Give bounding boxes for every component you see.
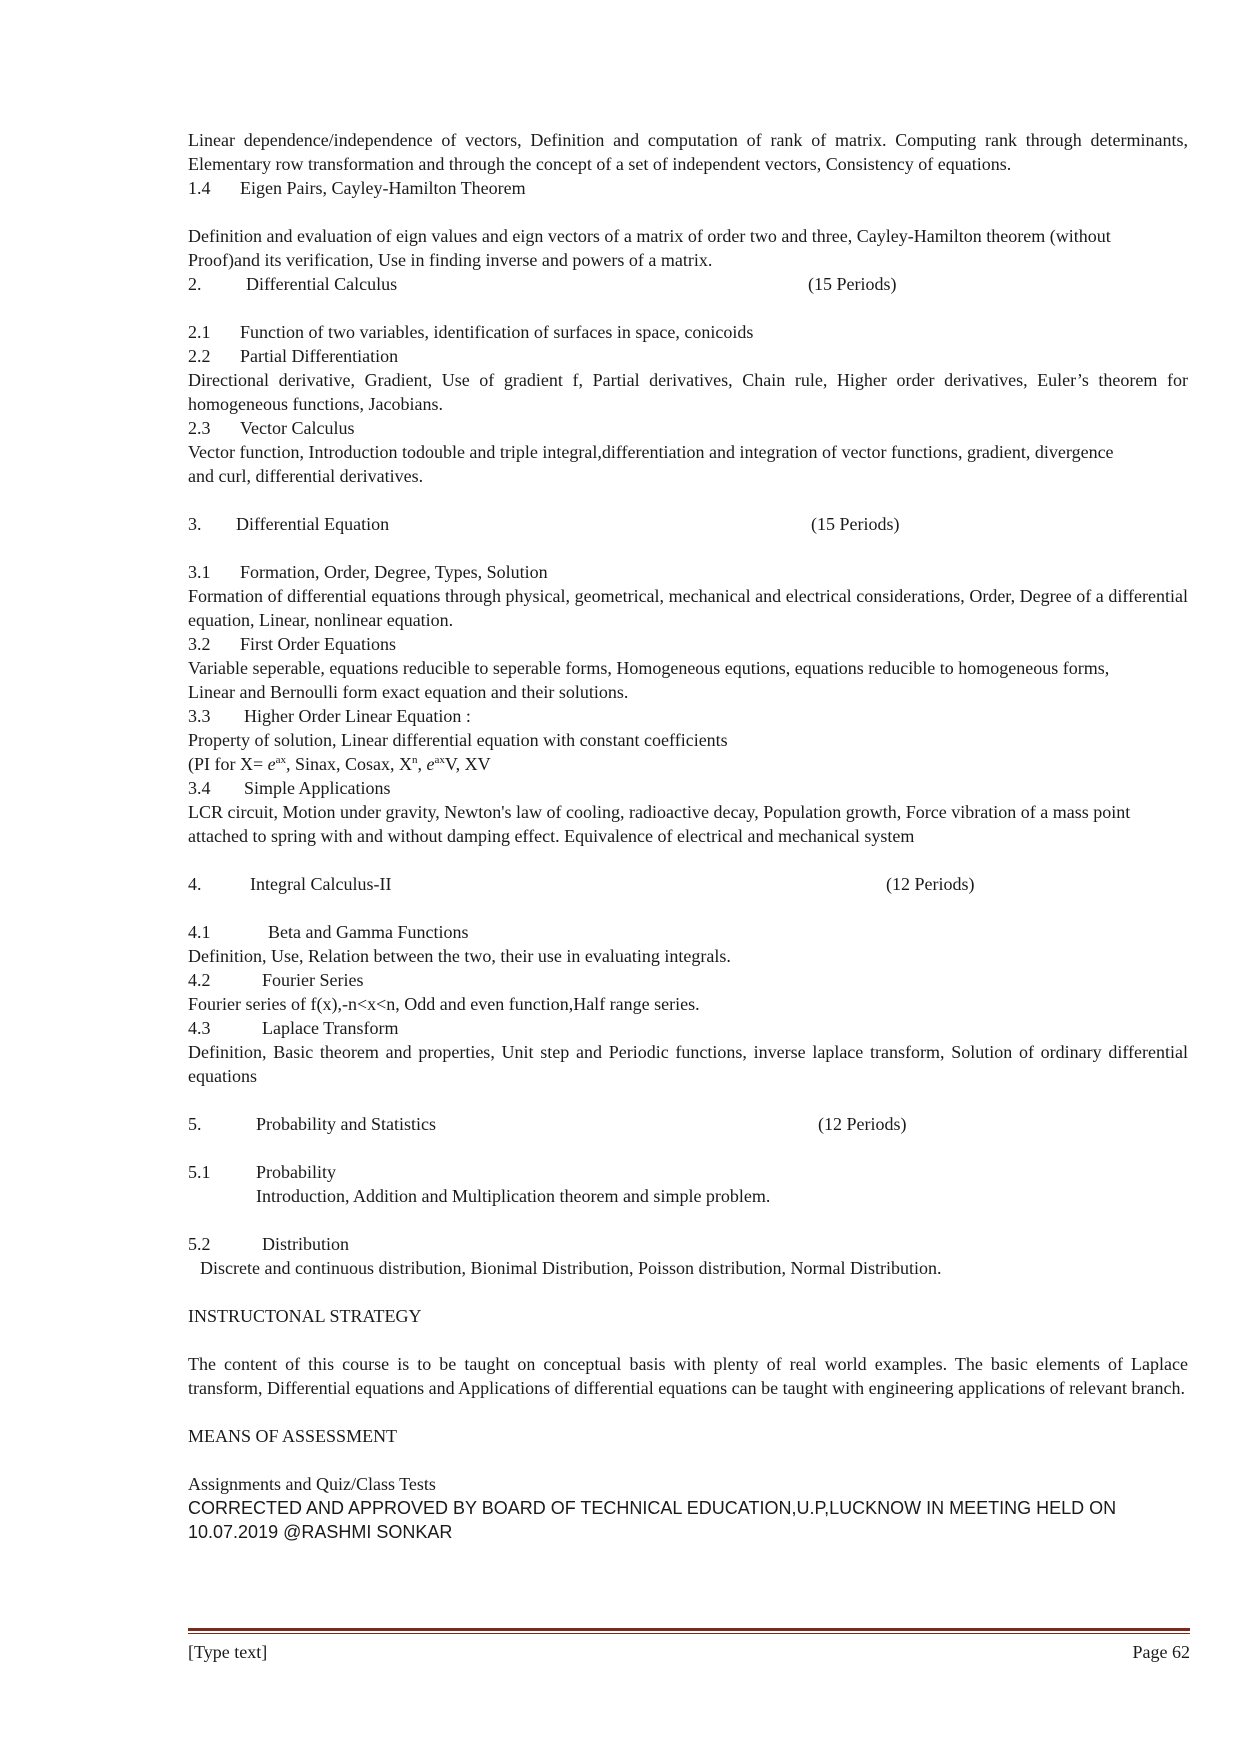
page-number: Page 62 xyxy=(1132,1642,1190,1662)
subsection-number: 2.2 xyxy=(188,346,211,366)
subsection-title: Eigen Pairs, Cayley-Hamilton Theorem xyxy=(240,178,526,198)
particular-integral-line xyxy=(188,752,1188,776)
subsection-2-2-text: Directional derivative, Gradient, Use of gradient f, Partial derivatives, Chain rule, Higher order derivatives, Euler’s theorem for homogeneous functions, Jacobians. xyxy=(188,370,1188,414)
subsection-1-4-heading xyxy=(188,176,1188,200)
subsection-3-4-text: LCR circuit, Motion under gravity, Newton's law of cooling, radioactive decay, Population growth, Force vibration of a mass point attached to spring with and without damping effect. Equivalence of electrical and mechanical system xyxy=(188,802,1131,846)
subsection-number: 4.1 xyxy=(188,922,211,942)
pi-separator: , xyxy=(417,754,427,774)
subsection-number: 3.1 xyxy=(188,562,211,582)
pi-exponent: ax xyxy=(275,754,287,766)
subsection-3-3-heading xyxy=(188,704,1188,728)
subsection-4-2-heading xyxy=(188,968,1188,992)
section-3-heading xyxy=(188,512,1188,536)
subsection-title: Fourier Series xyxy=(262,970,364,990)
subsection-2-2-heading xyxy=(188,344,1188,368)
subsection-number: 2.3 xyxy=(188,418,211,438)
subsection-title: Simple Applications xyxy=(244,778,391,798)
subsection-number: 1.4 xyxy=(188,178,211,198)
assessment-text: Assignments and Quiz/Class Tests xyxy=(188,1474,436,1494)
section-title: Differential Calculus xyxy=(246,274,398,294)
section-periods: (12 Periods) xyxy=(818,1114,907,1134)
pi-exponential-base-2: e xyxy=(426,754,435,774)
section-periods: (12 Periods) xyxy=(886,874,975,894)
subsection-5-1-text: Introduction, Addition and Multiplication theorem and simple problem. xyxy=(256,1186,771,1206)
subsection-4-1-heading xyxy=(188,920,1188,944)
subsection-3-2-heading xyxy=(188,632,1188,656)
subsection-5-2-text: Discrete and continuous distribution, Bionimal Distribution, Poisson distribution, Normal Distribution. xyxy=(200,1258,942,1278)
section-4-heading xyxy=(188,872,1188,896)
subsection-3-1-heading xyxy=(188,560,1188,584)
footer-rule-thin xyxy=(188,1633,1190,1634)
subsection-title: Beta and Gamma Functions xyxy=(268,922,469,942)
section-2-heading xyxy=(188,272,1188,296)
subsection-title: Function of two variables, identification of surfaces in space, conicoids xyxy=(240,322,754,342)
subsection-number: 5.2 xyxy=(188,1234,211,1254)
pi-suffix: V, XV xyxy=(444,754,491,774)
subsection-title: First Order Equations xyxy=(240,634,396,654)
section-title: Integral Calculus-II xyxy=(250,874,392,894)
subsection-number: 2.1 xyxy=(188,322,211,342)
subsection-5-2-heading xyxy=(188,1232,1188,1256)
section-5-heading xyxy=(188,1112,1188,1136)
subsection-title: Partial Differentiation xyxy=(240,346,399,366)
footer-rule-thick xyxy=(188,1628,1190,1631)
subsection-4-3-text: Definition, Basic theorem and properties, Unit step and Periodic functions, inverse laplace transform, Solution of ordinary differential equations xyxy=(188,1042,1188,1086)
section-number: 2. xyxy=(188,274,202,294)
strategy-text: The content of this course is to be taught on conceptual basis with plenty of real world examples. The basic elements of Laplace transform, Differential equations and Applications of differential equations can be taught with engineering applications of relevant branch. xyxy=(188,1354,1188,1398)
subsection-4-2-text: Fourier series of f(x),-n<x<n, Odd and even function,Half range series. xyxy=(188,994,700,1014)
pi-terms: , Sinax, Cosax, X xyxy=(286,754,413,774)
subsection-title: Distribution xyxy=(262,1234,350,1254)
subsection-number: 3.3 xyxy=(188,706,211,726)
subsection-3-4-heading xyxy=(188,776,1188,800)
subsection-title: Higher Order Linear Equation : xyxy=(244,706,471,726)
subsection-1-4-text: Definition and evaluation of eign values and eign vectors of a matrix of order two and three, Cayley-Hamilton theorem (without Proof)and its verification, Use in finding inverse and powers of a matrix. xyxy=(188,226,1111,270)
section-number: 5. xyxy=(188,1114,202,1134)
pi-exponential-base: e xyxy=(267,754,276,774)
subsection-number: 5.1 xyxy=(188,1162,211,1182)
subsection-title: Formation, Order, Degree, Types, Solution xyxy=(240,562,548,582)
approval-note: CORRECTED AND APPROVED BY BOARD OF TECHNICAL EDUCATION,U.P,LUCKNOW IN MEETING HELD ON 10.07.2019 @RASHMI SONKAR xyxy=(188,1498,1117,1542)
section-periods: (15 Periods) xyxy=(811,514,900,534)
pi-prefix: (PI for X= xyxy=(188,754,268,774)
intro-paragraph: Linear dependence/independence of vectors, Definition and computation of rank of matrix. Computing rank through determinants, Elementary row transformation and through the concept of a set of independent vectors, Consistency of equations. xyxy=(188,130,1188,174)
assessment-heading: MEANS OF ASSESSMENT xyxy=(188,1426,398,1446)
subsection-number: 4.3 xyxy=(188,1018,211,1038)
section-number: 4. xyxy=(188,874,202,894)
document-body xyxy=(188,128,1188,1544)
pi-exponent-2: ax xyxy=(434,754,445,766)
subsection-2-1-heading xyxy=(188,320,1188,344)
section-title: Probability and Statistics xyxy=(256,1114,436,1134)
subsection-5-1-heading xyxy=(188,1160,1188,1184)
section-periods: (15 Periods) xyxy=(808,274,897,294)
pi-power: n xyxy=(412,754,418,766)
subsection-number: 3.4 xyxy=(188,778,211,798)
page-footer xyxy=(188,1640,1190,1664)
subsection-title: Probability xyxy=(256,1162,336,1182)
subsection-title: Laplace Transform xyxy=(262,1018,399,1038)
strategy-heading: INSTRUCTONAL STRATEGY xyxy=(188,1306,422,1326)
subsection-number: 3.2 xyxy=(188,634,211,654)
section-number: 3. xyxy=(188,514,202,534)
subsection-2-3-text: Vector function, Introduction todouble and triple integral,differentiation and integration of vector functions, gradient, divergence and curl, differential derivatives. xyxy=(188,442,1114,486)
subsection-4-1-text: Definition, Use, Relation between the two, their use in evaluating integrals. xyxy=(188,946,731,966)
subsection-3-2-text: Variable seperable, equations reducible to seperable forms, Homogeneous equtions, equations reducible to homogeneous forms, Linear and Bernoulli form exact equation and their solutions. xyxy=(188,658,1110,702)
subsection-4-3-heading xyxy=(188,1016,1188,1040)
subsection-title: Vector Calculus xyxy=(240,418,355,438)
section-title: Differential Equation xyxy=(236,514,390,534)
footer-left-text: [Type text] xyxy=(188,1642,268,1662)
subsection-2-3-heading xyxy=(188,416,1188,440)
subsection-3-3-text: Property of solution, Linear differential equation with constant coefficients xyxy=(188,730,728,750)
subsection-number: 4.2 xyxy=(188,970,211,990)
subsection-3-1-text: Formation of differential equations through physical, geometrical, mechanical and electrical considerations, Order, Degree of a differential equation, Linear, nonlinear equation. xyxy=(188,586,1188,630)
